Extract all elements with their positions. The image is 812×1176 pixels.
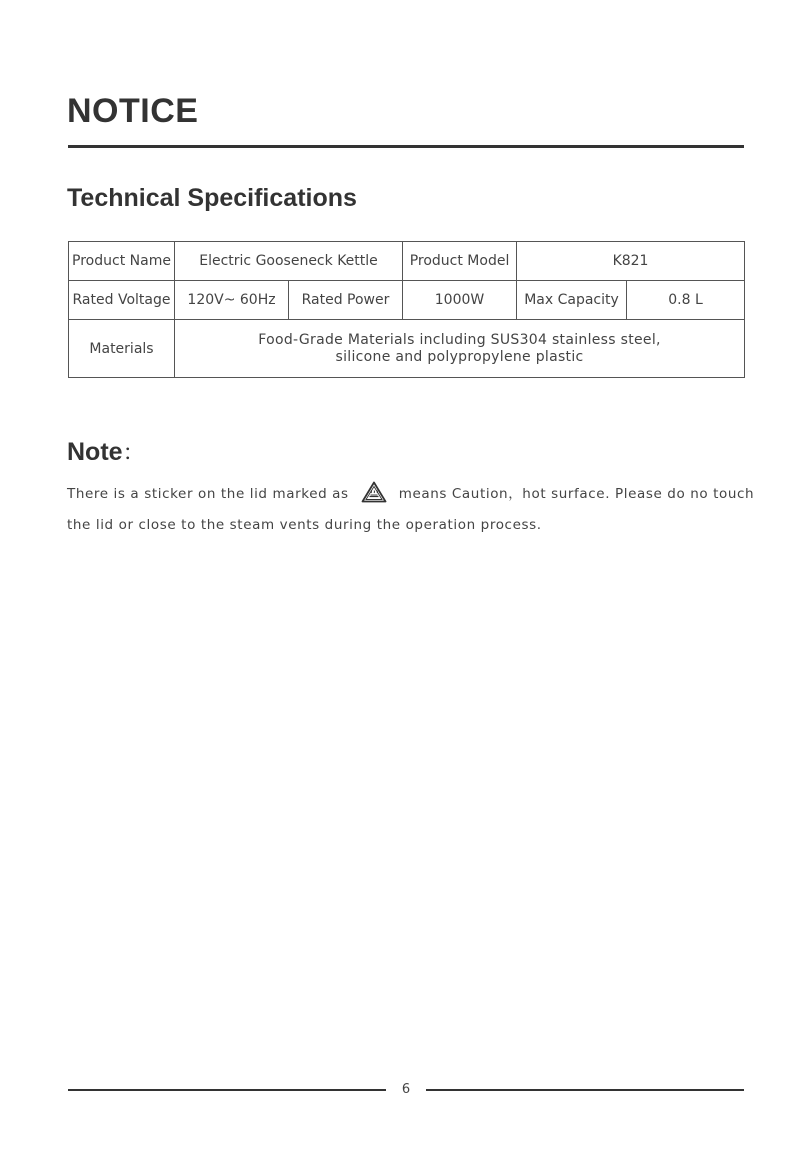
max-capacity-label: Max Capacity — [517, 281, 627, 320]
footer-divider-right — [426, 1089, 744, 1091]
note-text-line-2: the lid or close to the steam vents during the operation process. — [67, 517, 542, 533]
footer-divider-left — [68, 1089, 386, 1091]
product-model-value: K821 — [517, 242, 745, 281]
materials-value — [175, 320, 745, 378]
rated-voltage-label: Rated Voltage — [69, 281, 175, 320]
page-title: NOTICE — [67, 92, 199, 130]
note-text-before-icon: There is a sticker on the lid marked as — [67, 486, 349, 502]
product-name-value: Electric Gooseneck Kettle — [175, 242, 403, 281]
table-row — [69, 242, 745, 281]
materials-label: Materials — [69, 320, 175, 378]
note-colon: ： — [122, 440, 145, 465]
product-name-label: Product Name — [69, 242, 175, 281]
materials-value-line-1: Food-Grade Materials including SUS304 stainless steel, — [258, 331, 661, 348]
title-divider — [68, 145, 744, 148]
note-text-line-1 — [67, 481, 754, 507]
note-heading — [67, 436, 145, 467]
hot-surface-warning-icon — [361, 481, 387, 507]
note-text-after-icon: means Caution，hot surface. Please do no touch — [398, 486, 755, 502]
specifications-table — [68, 241, 745, 378]
note-title: Note — [67, 438, 123, 466]
materials-value-line-2: silicone and polypropylene plastic — [335, 348, 584, 365]
rated-power-label: Rated Power — [289, 281, 403, 320]
rated-voltage-value: 120V~ 60Hz — [175, 281, 289, 320]
max-capacity-value: 0.8 L — [627, 281, 745, 320]
page-number: 6 — [401, 1082, 411, 1097]
rated-power-value: 1000W — [403, 281, 517, 320]
table-row — [69, 281, 745, 320]
section-title-technical-specifications: Technical Specifications — [67, 184, 357, 212]
product-model-label: Product Model — [403, 242, 517, 281]
table-row — [69, 320, 745, 378]
